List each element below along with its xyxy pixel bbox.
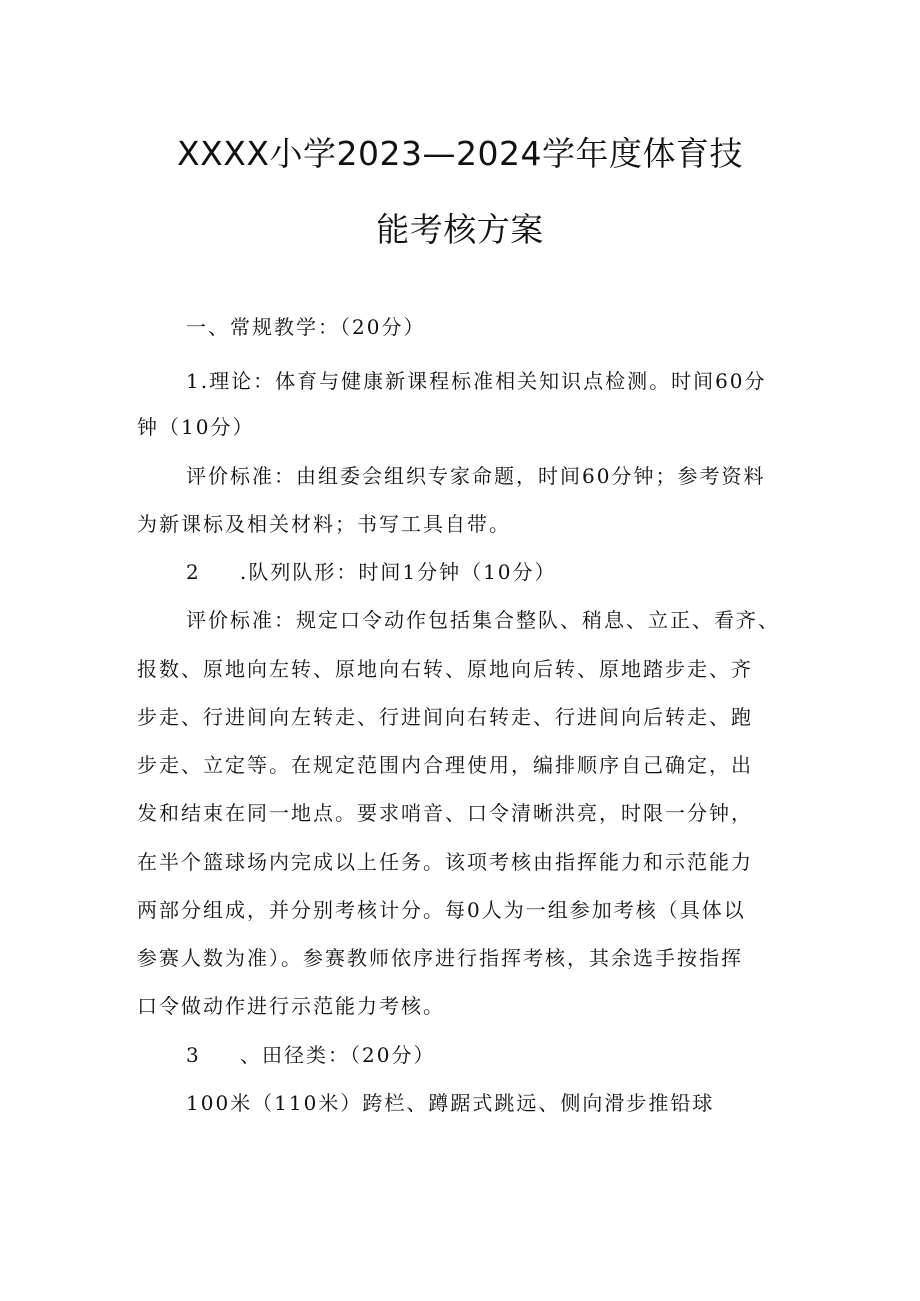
section3-events: 100米（110米）跨栏、蹲踞式跳远、侧向滑步推铅球: [186, 1091, 715, 1115]
item2-criteria-line: 报数、原地向左转、原地向右转、原地向后转、原地踏步走、齐: [137, 657, 753, 681]
item2-criteria-line: 口令做动作进行示范能力考核。: [137, 994, 445, 1018]
item2-criteria-line: 步走、立定等。在规定范围内合理使用，编排顺序自己确定，出: [137, 753, 753, 777]
item2-criteria-line: 两部分组成，并分别考核计分。每0人为一组参加考核（具体以: [137, 898, 746, 922]
item1-text-line2: 钟（10分）: [137, 415, 255, 439]
item2-criteria-line: 参赛人数为准）。参赛教师依序进行指挥考核，其余选手按指挥: [137, 946, 743, 970]
document-title-line1: XXXX小学2023—2024学年度体育技: [177, 134, 743, 173]
item1-criteria-line2: 为新课标及相关材料；书写工具自带。: [137, 512, 511, 536]
item2-number: 2: [186, 560, 201, 584]
section1-heading: 一、常规教学：（20分）: [186, 315, 426, 339]
item2-criteria-line: 在半个篮球场内完成以上任务。该项考核由指挥能力和示范能力: [137, 850, 753, 874]
section3-heading-text: 、田径类：（20分）: [240, 1043, 436, 1067]
item2-criteria-line: 步走、行进间向左转走、行进间向右转走、行进间向后转走、跑: [137, 705, 753, 729]
document-title-line2: 能考核方案: [376, 210, 544, 249]
item2-heading: [186, 558, 557, 586]
item2-criteria-line: 发和结束在同一地点。要求哨音、口令清晰洪亮，时限一分钟，: [137, 801, 753, 825]
section3-number: 3: [186, 1043, 201, 1067]
item1-criteria-line1: 评价标准：由组委会组织专家命题，时间60分钟；参考资料: [186, 464, 766, 488]
section3-heading: [186, 1041, 435, 1069]
item2-text: .队列队形：时间1分钟（10分）: [240, 560, 557, 584]
item1-text-line1: 1.理论：体育与健康新课程标准相关知识点检测。时间60分: [186, 369, 767, 393]
item2-criteria-line: 评价标准：规定口令动作包括集合整队、稍息、立正、看齐、: [186, 608, 780, 632]
